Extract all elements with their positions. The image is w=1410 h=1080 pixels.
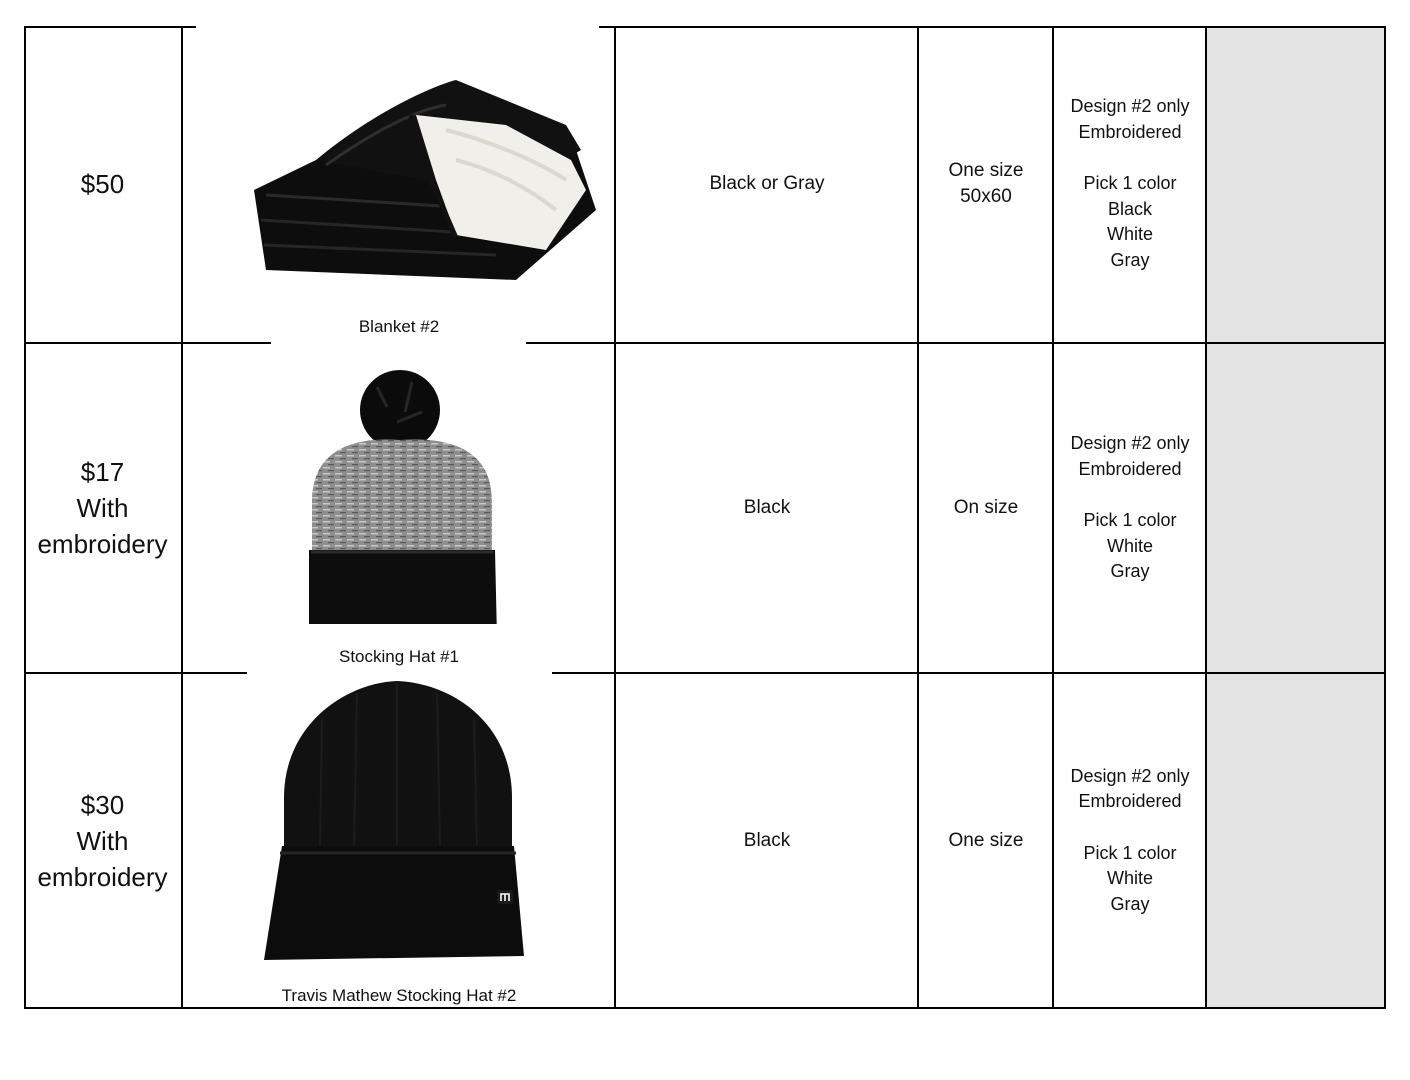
table-border-right <box>1384 26 1386 1009</box>
order-form-table <box>24 26 1386 1008</box>
colors-cell-row-2: Black <box>743 497 791 518</box>
row-divider-2-left <box>24 672 247 674</box>
size-cell-row-2: On size <box>953 497 1019 518</box>
qty-cell-row-2[interactable] <box>1207 344 1385 672</box>
table-border-top-right <box>599 26 1386 28</box>
size-cell-row-3: One size <box>948 829 1024 851</box>
column-divider-2 <box>614 26 616 1009</box>
column-divider-4 <box>1052 26 1054 1009</box>
price-cell-row-2: $17 With embroidery <box>37 457 168 559</box>
qty-cell-row-3[interactable] <box>1207 674 1385 1007</box>
row-divider-1-right <box>526 342 1386 344</box>
blanket-image <box>246 70 596 280</box>
row-divider-1-left <box>24 342 271 344</box>
size-cell-row-1: One size 50x60 <box>948 160 1024 207</box>
product-name-row-1: Blanket #2 <box>358 317 440 336</box>
cuffed-beanie-image <box>262 678 532 960</box>
design-cell-row-2: Design #2 only Embroidered Pick 1 color White Gray <box>1070 433 1190 582</box>
price-cell-row-1: $50 <box>80 169 125 199</box>
price-cell-row-3: $30 With embroidery <box>37 789 168 892</box>
column-divider-3 <box>917 26 919 1009</box>
pom-beanie-image <box>287 352 517 624</box>
design-cell-row-1: Design #2 only Embroidered Pick 1 color Black White Gray <box>1070 96 1190 270</box>
table-border-left <box>24 26 26 1009</box>
product-name-row-3: Travis Mathew Stocking Hat #2 <box>281 986 517 1005</box>
table-border-top-left <box>24 26 196 28</box>
row-divider-2-right <box>552 672 1386 674</box>
column-divider-1 <box>181 26 183 1009</box>
colors-cell-row-3: Black <box>743 829 791 851</box>
column-divider-5 <box>1205 26 1207 1009</box>
table-border-bottom <box>24 1007 1386 1009</box>
design-cell-row-3: Design #2 only Embroidered Pick 1 color White Gray <box>1070 765 1190 914</box>
qty-cell-row-1[interactable] <box>1207 27 1385 342</box>
colors-cell-row-1: Black or Gray <box>709 173 825 194</box>
product-name-row-2: Stocking Hat #1 <box>338 647 459 666</box>
